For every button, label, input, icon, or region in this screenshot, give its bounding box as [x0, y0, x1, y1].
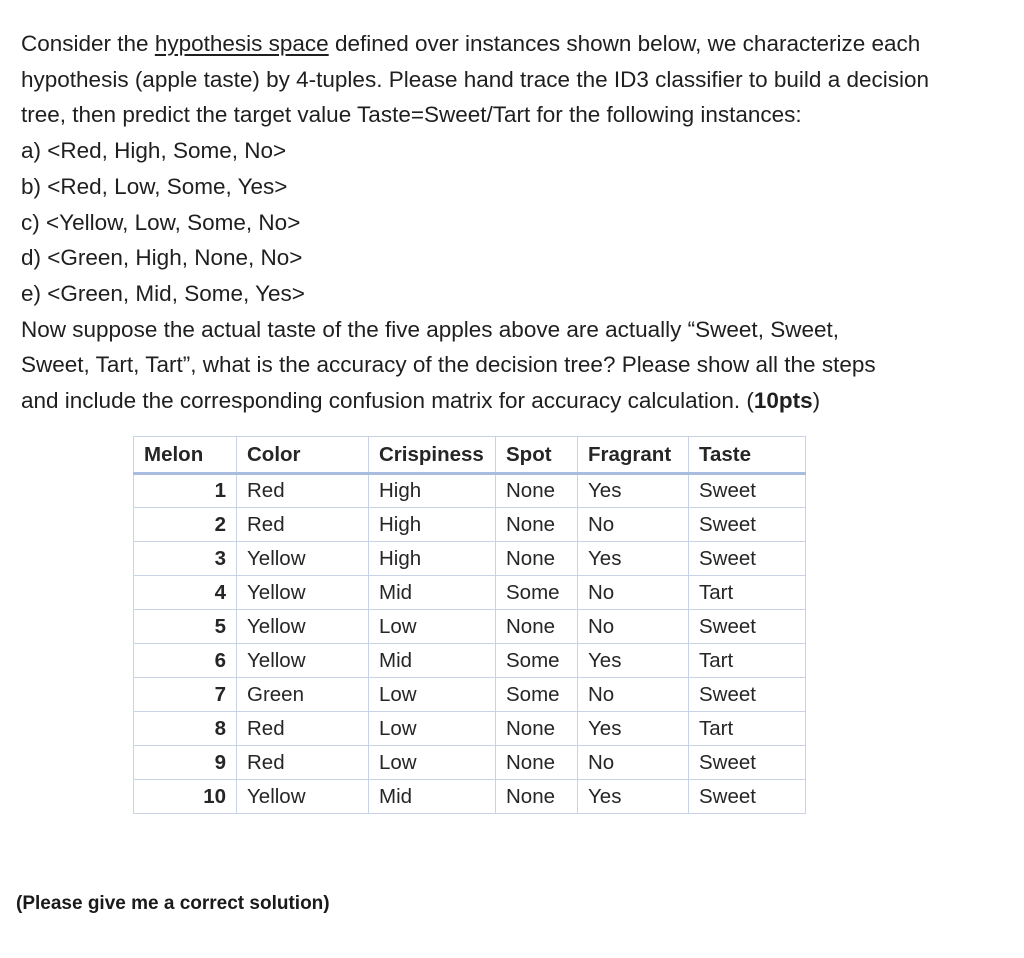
table-row	[134, 542, 806, 576]
instance-a: a) <Red, High, Some, No>	[21, 138, 287, 164]
question-line-3: tree, then predict the target value Taste=Sweet/Tart for the following instances:	[21, 102, 802, 128]
table-row	[134, 508, 806, 542]
table-body	[134, 474, 806, 814]
cell-spot: None	[496, 508, 578, 542]
cell-taste: Sweet	[689, 542, 806, 576]
instance-d: d) <Green, High, None, No>	[21, 245, 303, 271]
cell-melon: 4	[134, 576, 237, 610]
cell-color: Yellow	[237, 644, 369, 678]
cell-color: Red	[237, 474, 369, 508]
cell-color: Yellow	[237, 610, 369, 644]
header-taste: Taste	[689, 437, 806, 474]
question-line-9: Now suppose the actual taste of the five apples above are actually “Sweet, Sweet,	[21, 316, 839, 342]
header-color: Color	[237, 437, 369, 474]
table-row	[134, 474, 806, 508]
table-row	[134, 678, 806, 712]
cell-crispiness: Mid	[369, 576, 496, 610]
table-row	[134, 576, 806, 610]
cell-fragrant: No	[578, 678, 689, 712]
cell-spot: Some	[496, 576, 578, 610]
cell-melon: 3	[134, 542, 237, 576]
cell-fragrant: No	[578, 610, 689, 644]
cell-color: Red	[237, 508, 369, 542]
cell-melon: 2	[134, 508, 237, 542]
header-melon: Melon	[134, 437, 237, 474]
training-data-table	[133, 436, 806, 814]
cell-fragrant: Yes	[578, 644, 689, 678]
cell-melon: 7	[134, 678, 237, 712]
question-line-10: Sweet, Tart, Tart”, what is the accuracy of the decision tree? Please show all the steps	[21, 352, 876, 378]
cell-spot: None	[496, 474, 578, 508]
cell-spot: Some	[496, 644, 578, 678]
cell-taste: Sweet	[689, 678, 806, 712]
question-line-11: and include the corresponding confusion matrix for accuracy calculation. (10pts)	[21, 388, 821, 414]
cell-color: Green	[237, 678, 369, 712]
question-text	[21, 26, 1011, 419]
cell-crispiness: Low	[369, 610, 496, 644]
cell-crispiness: High	[369, 474, 496, 508]
cell-taste: Sweet	[689, 508, 806, 542]
cell-crispiness: Low	[369, 746, 496, 780]
question-line-1: Consider the hypothesis space defined over instances shown below, we characterize each	[21, 31, 921, 56]
cell-spot: Some	[496, 678, 578, 712]
cell-color: Red	[237, 746, 369, 780]
cell-melon: 8	[134, 712, 237, 746]
cell-fragrant: No	[578, 508, 689, 542]
cell-color: Red	[237, 712, 369, 746]
cell-melon: 6	[134, 644, 237, 678]
cell-spot: None	[496, 610, 578, 644]
cell-fragrant: No	[578, 576, 689, 610]
cell-color: Yellow	[237, 780, 369, 814]
instance-b: b) <Red, Low, Some, Yes>	[21, 173, 288, 199]
cell-fragrant: Yes	[578, 474, 689, 508]
cell-melon: 10	[134, 780, 237, 814]
cell-melon: 9	[134, 746, 237, 780]
table-row	[134, 712, 806, 746]
cell-crispiness: Mid	[369, 644, 496, 678]
cell-fragrant: Yes	[578, 780, 689, 814]
cell-taste: Sweet	[689, 780, 806, 814]
hypothesis-space-term: hypothesis space	[154, 31, 329, 56]
table-row	[134, 644, 806, 678]
cell-crispiness: High	[369, 542, 496, 576]
cell-melon: 1	[134, 474, 237, 508]
cell-taste: Sweet	[689, 474, 806, 508]
cell-fragrant: No	[578, 746, 689, 780]
instance-e: e) <Green, Mid, Some, Yes>	[21, 280, 305, 306]
cell-crispiness: Low	[369, 712, 496, 746]
cell-fragrant: Yes	[578, 542, 689, 576]
header-crispiness: Crispiness	[369, 437, 496, 474]
cell-color: Yellow	[237, 576, 369, 610]
cell-spot: None	[496, 542, 578, 576]
table-row	[134, 610, 806, 644]
cell-taste: Sweet	[689, 610, 806, 644]
cell-melon: 5	[134, 610, 237, 644]
cell-spot: None	[496, 780, 578, 814]
table-row	[134, 780, 806, 814]
cell-fragrant: Yes	[578, 712, 689, 746]
header-fragrant: Fragrant	[578, 437, 689, 474]
cell-taste: Tart	[689, 712, 806, 746]
question-line-2: hypothesis (apple taste) by 4-tuples. Please hand trace the ID3 classifier to build a decision	[21, 66, 930, 92]
cell-taste: Sweet	[689, 746, 806, 780]
footer-note: (Please give me a correct solution)	[16, 893, 330, 914]
cell-taste: Tart	[689, 576, 806, 610]
cell-color: Yellow	[237, 542, 369, 576]
table-header-row	[134, 437, 806, 474]
cell-spot: None	[496, 712, 578, 746]
points-value: 10pts	[753, 388, 813, 414]
table-row	[134, 746, 806, 780]
cell-crispiness: High	[369, 508, 496, 542]
cell-crispiness: Low	[369, 678, 496, 712]
instance-c: c) <Yellow, Low, Some, No>	[21, 209, 301, 235]
cell-spot: None	[496, 746, 578, 780]
header-spot: Spot	[496, 437, 578, 474]
cell-crispiness: Mid	[369, 780, 496, 814]
cell-taste: Tart	[689, 644, 806, 678]
